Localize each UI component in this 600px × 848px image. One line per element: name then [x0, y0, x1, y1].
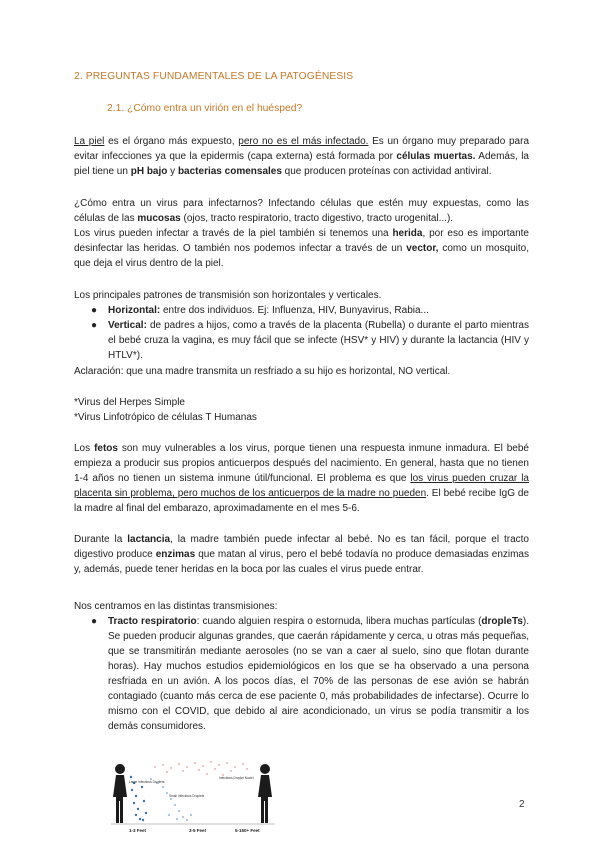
paragraph-mucosas — [74, 196, 529, 226]
text: es el órgano más expuesto, — [104, 136, 239, 147]
text-bold: enzimas — [155, 549, 196, 560]
text: que matan al virus, pero el bebé todavía no produce demasiadas enzimas y, además, puede tener heridas en la boca por las cuales el virus puede entrar. — [74, 549, 529, 575]
text: Además, la piel tiene un — [74, 151, 529, 177]
person-right-icon — [258, 764, 272, 823]
text: , la madre también puede infectar al bebé. No es tan fácil, porque el tracto digestivo produce — [74, 534, 529, 560]
transmission-pattern-list — [88, 303, 529, 363]
text: (ojos, tracto respiratorio, tracto digestivo, tracto urogenital...). — [180, 213, 454, 224]
paragraph-herida — [74, 226, 529, 271]
text-bold: bacterias comensales — [177, 166, 282, 177]
text: de padres a hijos, como a través de la placenta (Rubella) o durante el parto mientras el bebé cruza la vagina, es muy fácil que se infecte (HSV* y HIV) y durante la lactancia (HIV y HTLV*). — [108, 320, 529, 361]
text-bold: herida — [392, 228, 423, 239]
section-heading: 2. PREGUNTAS FUNDAMENTALES DE LA PATOGÉNESIS — [74, 71, 354, 82]
text-bold: dropleTs — [481, 616, 523, 627]
aerosol-droplets — [154, 761, 247, 775]
transmission-route-list — [88, 614, 529, 734]
text: , por eso es importante desinfectar las heridas. O también nos podemos infectar a través de un — [74, 228, 529, 254]
label-small-droplets: Small Infectious Droplets — [169, 794, 205, 798]
text: Es un órgano muy preparado para evitar infecciones ya que la epidermis (capa externa) está formada por — [74, 136, 530, 162]
text-bold: pH bajo — [130, 166, 168, 177]
text: Los — [74, 443, 95, 454]
text: son muy vulnerables a los virus, porque tienen una respuesta inmune inmadura. El bebé empieza a producir sus propios anticuerpos después del nacimiento. En general, hasta que no tienen 1-4 años no tienen un sistema inmune útil/funcional. El problema es que — [74, 443, 529, 484]
text-underlined: los virus pueden cruzar la placenta sin problema, pero muchos de los anticuerpos de la madre no pueden — [74, 473, 529, 499]
paragraph-transmisiones: Nos centramos en las distintas transmisiones: — [74, 601, 278, 612]
subsection-heading: 2.1. ¿Cómo entra un virión en el huésped? — [107, 103, 303, 114]
label-aerosol: Infectious Droplet Nuclei — [219, 776, 254, 780]
text: ). Se pueden producir algunas grandes, que caerán rápidamente y cerca, u otras más pequeñas, que se transmitirán mediante aerosoles (no se van a caer al suelo, sino que flotan durante horas). Hay muchos estudios epidemiológicos en los que se ha observado a una persona resfriada en un avión. A los pocos días, el 70% de las personas de ese avión se habrán contagiado (cuanto más cerca de ese paciente 0, más probabilidades de infectarse). Ocurre lo mismo con el COVID, que debido al aire acondicionado, un virus se podía transmitir a los demás consumidores. — [108, 616, 529, 732]
footnote-hsv: *Virus del Herpes Simple — [74, 397, 185, 408]
text-bold: Vertical: — [108, 320, 147, 331]
text-bold: mucosas — [137, 213, 181, 224]
text: Durante la — [74, 534, 128, 545]
person-left-icon — [113, 764, 127, 823]
text-bold: fetos — [94, 443, 118, 454]
paragraph-aclaracion: Aclaración: que una madre transmita un resfriado a su hijo es horizontal, NO vertical. — [74, 366, 451, 377]
text: como un mosquito, que deja el virus dentro de la piel. — [74, 243, 530, 269]
small-droplets — [150, 778, 192, 821]
text-bold: vector, — [406, 243, 439, 254]
text-underlined: La piel — [74, 136, 105, 147]
droplet-transmission-figure — [107, 757, 279, 835]
bullet-icon: ● — [91, 305, 98, 316]
text: . El bebé recibe IgG de la madre al final del embarazo, aproximadamente en el mes 5-6. — [74, 488, 529, 514]
text: Los virus pueden infectar a través de la piel también si tenemos una — [74, 228, 393, 239]
page-number: 2 — [519, 799, 525, 810]
text-bold: células muertas. — [396, 151, 476, 162]
bullet-icon: ● — [91, 616, 98, 627]
label-distance-1: 1-3 Feet — [129, 828, 147, 833]
label-distance-2: 3-5 Feet — [189, 828, 207, 833]
bullet-icon: ● — [91, 320, 98, 331]
footnote-htlv: *Virus Linfotrópico de células T Humanas — [74, 412, 257, 423]
text: que producen proteínas con actividad antiviral. — [281, 166, 492, 177]
text: entre dos individuos. Ej: Influenza, HIV, Bunyavirus, Rabia... — [160, 305, 429, 316]
text-bold: lactancia — [127, 534, 171, 545]
text: : cuando alguien respira o estornuda, libera muchas partículas ( — [196, 616, 482, 627]
paragraph-fetos — [74, 441, 529, 516]
paragraph-patrones: Los principales patrones de transmisión son horizontales y verticales. — [74, 290, 382, 301]
list-item — [88, 318, 529, 363]
text-underlined: pero no es el más infectado. — [238, 136, 369, 147]
list-item — [88, 303, 529, 318]
paragraph-skin — [74, 134, 529, 179]
label-large-droplets: Large Infectious Droplets — [129, 780, 165, 784]
text-bold: Horizontal: — [108, 305, 161, 316]
label-distance-3: 5-150+ Feet — [235, 828, 260, 833]
paragraph-lactancia — [74, 532, 529, 577]
text: ¿Cómo entra un virus para infectarnos? Infectando células que estén muy expuestas, como las células de las — [74, 198, 529, 224]
list-item — [88, 614, 529, 734]
text-bold: Tracto respiratorio — [108, 616, 197, 627]
text: y — [167, 166, 178, 177]
